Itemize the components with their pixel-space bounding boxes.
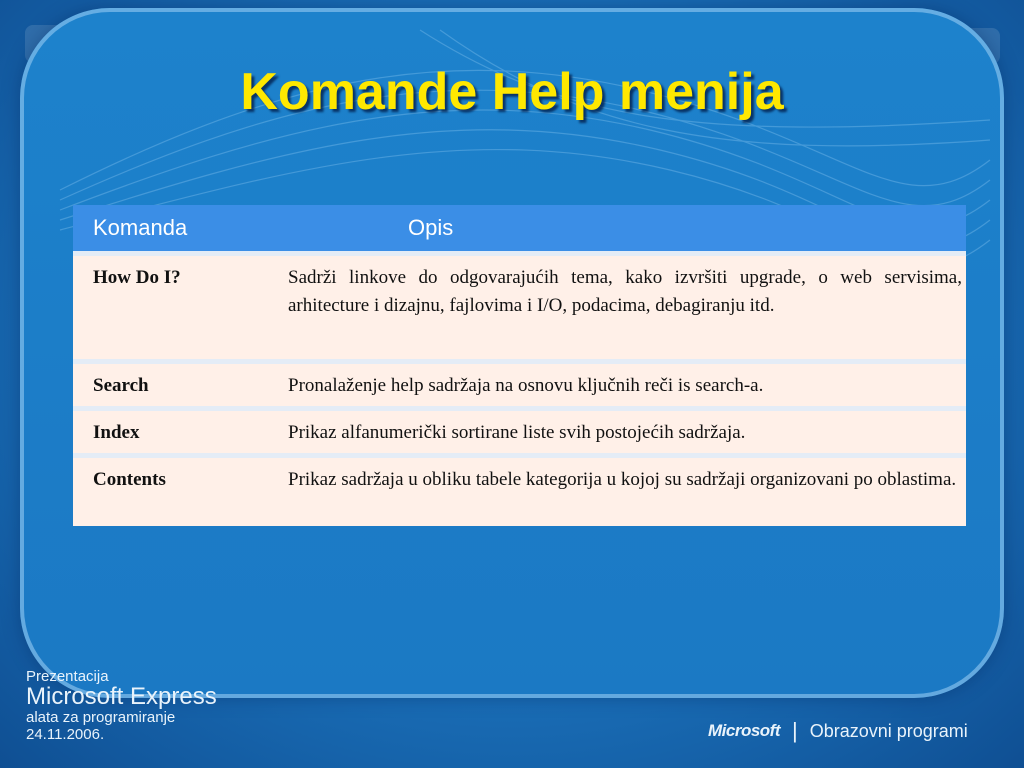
page-title: Komande Help menija (240, 63, 784, 121)
table-row (73, 409, 966, 456)
footer-separator: | (792, 718, 798, 743)
description-cell: Sadrži linkove do odgovarajućih tema, kako izvršiti upgrade, o web servisima, arhitecture i dizajnu, fajlovima i I/O, podacima, debagiranju itd. (278, 254, 966, 362)
description-cell: Pronalaženje help sadržaja na osnovu ključnih reči is search-a. (278, 362, 966, 409)
table-header-row (73, 205, 966, 254)
command-cell: Index (73, 409, 278, 456)
footer-date: 24.11.2006. (26, 726, 105, 743)
footer-line-product: Microsoft Express (26, 683, 217, 710)
header-opis: Opis (278, 205, 966, 254)
help-commands-table (73, 205, 966, 526)
table-row (73, 362, 966, 409)
footer-line-subtitle: alata za programiranje (26, 709, 176, 726)
command-cell: How Do I? (73, 254, 278, 362)
description-cell: Prikaz sadržaja u obliku tabele kategorija u kojoj su sadržaji organizovani po oblastima. (278, 456, 966, 526)
command-cell: Contents (73, 456, 278, 526)
table-row (73, 456, 966, 526)
footer-line-presentation: Prezentacija (26, 668, 109, 685)
footer-program-label: Obrazovni programi (809, 720, 968, 741)
description-cell: Prikaz alfanumerički sortirane liste svih postojećih sadržaja. (278, 409, 966, 456)
help-commands-table-wrap (73, 205, 966, 526)
footer-presentation-info (26, 668, 217, 743)
header-komanda: Komanda (73, 205, 278, 254)
command-cell: Search (73, 362, 278, 409)
microsoft-logo: Microsoft (708, 721, 780, 740)
footer-branding (708, 718, 968, 744)
table-row (73, 254, 966, 362)
